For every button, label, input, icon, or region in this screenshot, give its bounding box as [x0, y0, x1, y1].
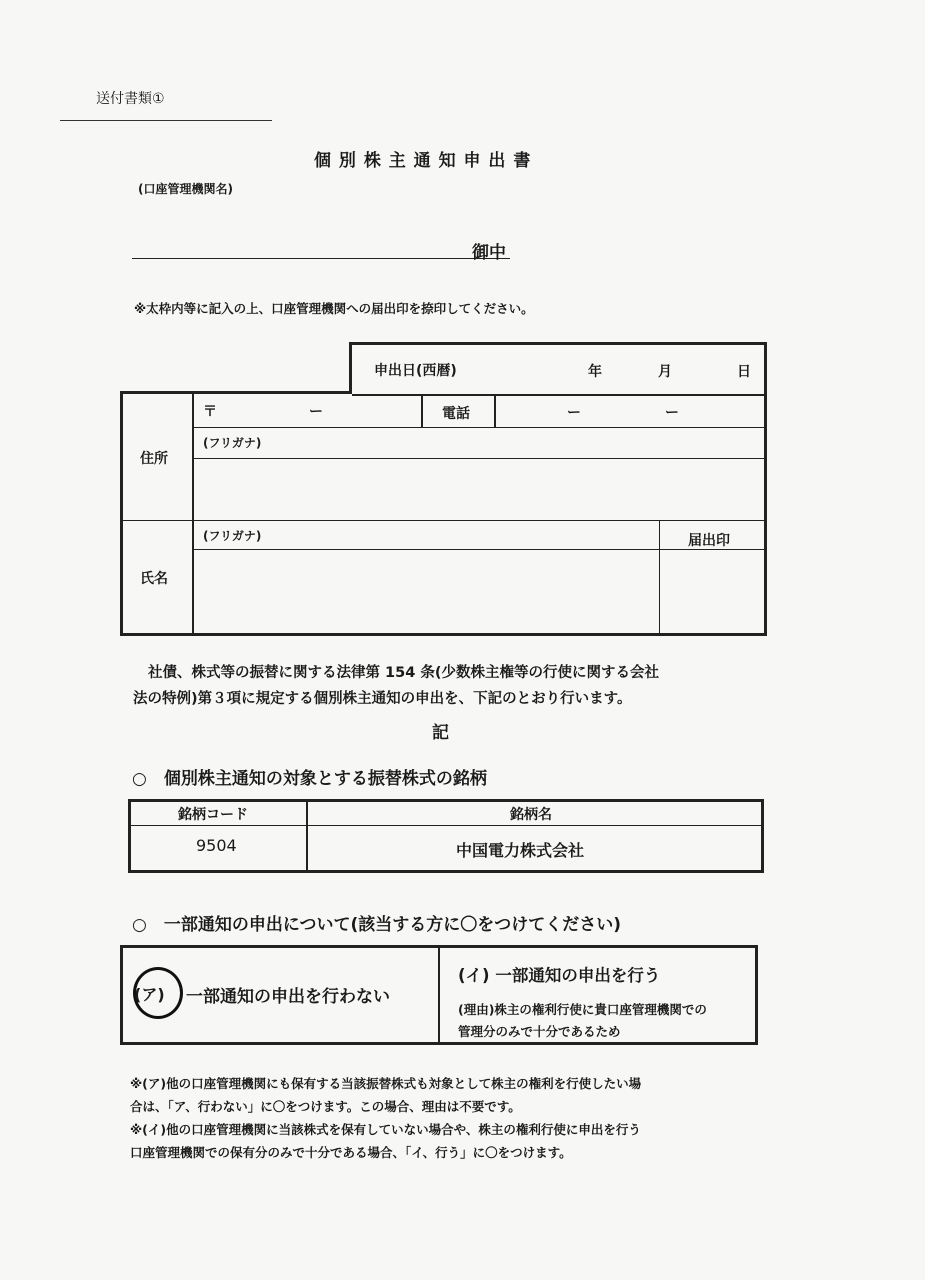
seal-box[interactable]	[662, 552, 762, 632]
note-line-2: 合は、「ア、行わない」に〇をつけます。この場合、理由は不要です。	[130, 1099, 521, 1114]
form-border-bottom	[120, 633, 767, 636]
ki-heading: 記	[432, 723, 449, 743]
name-label: 氏名	[140, 571, 168, 587]
option-b-reason-2: 管理分のみで十分であるため	[458, 1024, 621, 1039]
option-box-bottom	[120, 1042, 758, 1045]
note-line-1: ※(ア)他の口座管理機関にも保有する当該振替株式も対象として株主の権利を行使したい場	[130, 1076, 642, 1091]
note-line-3: ※(イ)他の口座管理機関に当該株式を保有していない場合や、株主の権利行使に申出を行う	[130, 1122, 641, 1137]
form-border-step	[120, 391, 352, 394]
label-column-divider	[192, 394, 194, 633]
stock-table-right	[761, 799, 764, 873]
stock-table-left	[128, 799, 131, 873]
name-field[interactable]	[196, 552, 656, 632]
stock-code-header: 銘柄コード	[178, 807, 248, 823]
phone-label: 電話	[442, 406, 470, 422]
postal-dash: ー	[309, 404, 323, 420]
phone-divider-right	[494, 394, 496, 427]
address-furigana-bottom	[194, 458, 764, 459]
section-2-heading: ○ 一部通知の申出について(該当する方に〇をつけてください)	[132, 915, 622, 935]
section-1-heading: ○ 個別株主通知の対象とする振替株式の銘柄	[132, 769, 487, 789]
onchu-text: 御中	[472, 243, 506, 263]
phone-number-field[interactable]	[498, 396, 760, 426]
option-b-reason-1: (理由)株主の権利行使に貴口座管理機関での	[458, 1002, 707, 1017]
address-furigana-label: (フリガナ)	[203, 436, 262, 450]
postal-mark: 〒	[203, 404, 217, 420]
seal-label: 届出印	[688, 533, 730, 549]
stock-code-value: 9504	[196, 836, 237, 855]
option-b-title: (イ) 一部通知の申出を行う	[458, 966, 661, 985]
form-border-date-left	[349, 342, 352, 394]
statement-line-1: 社債、株式等の振替に関する法律第 154 条(少数株主権等の行使に関する会社	[148, 665, 659, 681]
option-box-right	[755, 945, 758, 1045]
address-field[interactable]	[196, 461, 762, 517]
month-label: 月	[658, 364, 672, 380]
seal-divider	[659, 520, 660, 633]
stock-table-bottom	[128, 870, 764, 873]
stock-table-header-line	[131, 825, 761, 826]
stock-name-value: 中国電力株式会社	[456, 841, 585, 860]
year-label: 年	[588, 364, 602, 380]
option-box-divider	[438, 947, 440, 1042]
address-row-bottom	[120, 520, 764, 521]
option-box-left	[120, 945, 123, 1045]
option-a-text: 一部通知の申出を行わない	[186, 987, 390, 1007]
stock-table-col-divider	[306, 801, 308, 871]
name-furigana-label: (フリガナ)	[203, 529, 262, 543]
postal-code-field[interactable]	[226, 396, 416, 426]
form-border-left	[120, 391, 123, 636]
stock-table-top	[128, 799, 764, 802]
instruction-text: ※太枠内等に記入の上、口座管理機関への届出印を捺印してください。	[134, 301, 534, 316]
doc-tag-underline	[60, 120, 272, 121]
doc-tag: 送付書類①	[96, 91, 165, 107]
phone-dash-1: ー	[567, 405, 581, 421]
address-label: 住所	[140, 451, 168, 467]
form-border-right	[764, 342, 767, 636]
option-a-mark: (ア)	[134, 985, 165, 1004]
phone-dash-2: ー	[665, 405, 679, 421]
date-label: 申出日(西暦)	[374, 363, 457, 379]
stock-name-header: 銘柄名	[510, 807, 552, 823]
form-border-top	[349, 342, 767, 345]
name-furigana-bottom	[194, 549, 764, 550]
note-line-4: 口座管理機関での保有分のみで十分である場合、「イ、行う」に〇をつけます。	[130, 1145, 572, 1160]
postal-row-bottom	[194, 427, 764, 428]
institution-label: (口座管理機関名)	[138, 182, 233, 196]
page-title: 個 別 株 主 通 知 申 出 書	[314, 151, 532, 171]
statement-line-2: 法の特例)第３項に規定する個別株主通知の申出を、下記のとおり行います。	[133, 691, 632, 707]
day-label: 日	[737, 364, 751, 380]
institution-name-line[interactable]	[132, 258, 510, 259]
phone-divider-left	[421, 394, 423, 427]
